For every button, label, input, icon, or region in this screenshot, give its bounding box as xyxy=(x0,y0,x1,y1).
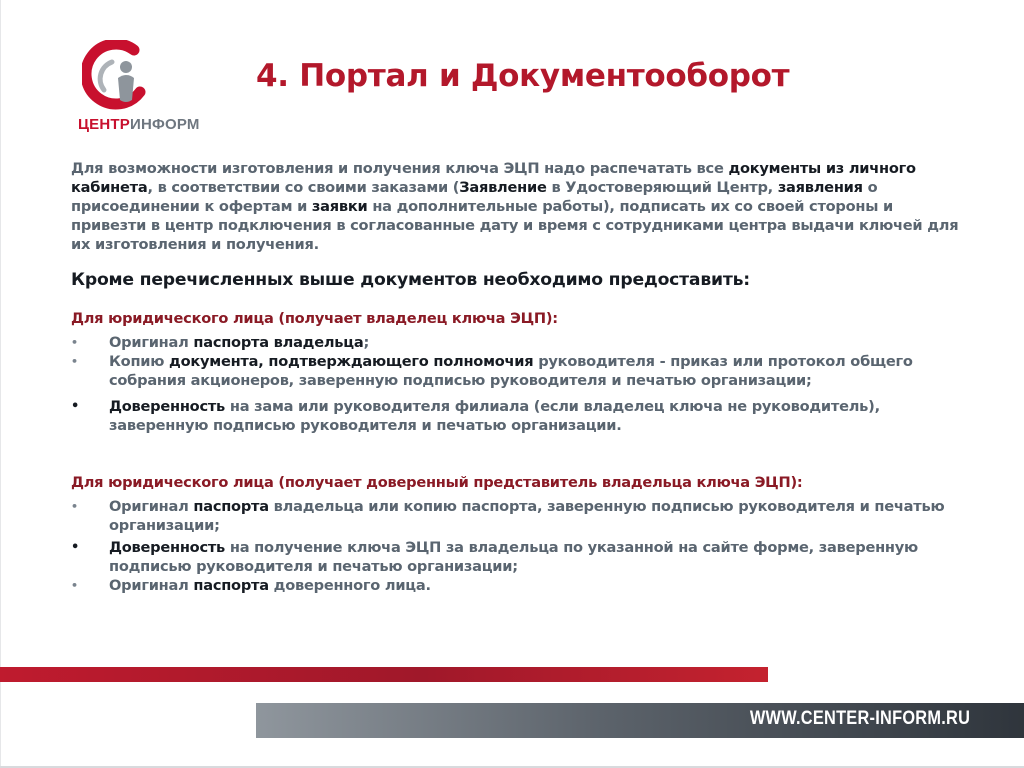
intro-bold-3: заявления xyxy=(777,179,863,196)
item-emphasis: паспорта владельца xyxy=(193,334,364,351)
list-item xyxy=(71,397,971,435)
item-emphasis: Доверенность xyxy=(109,539,226,556)
logo-text-grey: ИНФОРМ xyxy=(129,116,200,133)
list-item xyxy=(71,576,971,595)
item-text: доверенного лица. xyxy=(268,577,431,594)
intro-text-1: Для возможности изготовления и получения ключа ЭЦП надо распечатать все xyxy=(71,160,729,177)
red-decorative-band xyxy=(0,667,768,682)
intro-bold-1: документы из личного кабинета xyxy=(71,160,916,196)
item-text: Оригинал xyxy=(109,334,194,351)
section-representative-list xyxy=(71,497,971,595)
slide-left-border xyxy=(0,0,1,768)
item-emphasis: документа, подтверждающего полномочия xyxy=(169,353,534,370)
section-owner-title: Для юридического лица (получает владелец ключа ЭЦП): xyxy=(71,310,558,327)
requirements-heading: Кроме перечисленных выше документов необходимо предоставить: xyxy=(71,270,750,290)
item-text: на зама или руководителя филиала (если владелец ключа не руководитель), заверенную подписью руководителя и печатью организации. xyxy=(109,398,880,434)
bullet-icon: • xyxy=(71,500,78,513)
intro-bold-4: заявки xyxy=(311,198,368,215)
section-representative-title: Для юридического лица (получает доверенный представитель владельца ключа ЭЦП): xyxy=(71,474,803,491)
item-text: владельца или копию паспорта, заверенную подписью руководителя и печатью организации; xyxy=(109,498,945,534)
item-text: ; xyxy=(363,334,370,351)
slide-content xyxy=(71,159,971,595)
bullet-icon: • xyxy=(71,336,78,349)
intro-text-3: в Удостоверяющий Центр, xyxy=(546,179,778,196)
item-text: Оригинал xyxy=(109,498,194,515)
intro-paragraph xyxy=(71,159,971,254)
list-item xyxy=(71,352,971,390)
bullet-icon: • xyxy=(71,355,78,368)
company-logo xyxy=(78,40,200,135)
list-item xyxy=(71,538,971,576)
list-item xyxy=(71,497,971,535)
logo-text-red: ЦЕНТР xyxy=(78,116,130,133)
item-emphasis: Доверенность xyxy=(109,398,226,415)
intro-text-2: , в соответствии со своими заказами ( xyxy=(147,179,460,196)
list-item xyxy=(71,333,971,352)
item-text: Копию xyxy=(109,353,170,370)
item-text: руководителя - приказ или протокол общего собрания акционеров, заверенную подписью руководителя и печатью организации; xyxy=(109,353,913,389)
logo-emblem-icon xyxy=(82,40,152,112)
intro-text-5: на дополнительные работы), подписать их со своей стороны и привезти в центр подключения в согласованные дату и время с сотрудниками центра выдачи ключей для их изготовления и получения. xyxy=(71,198,959,253)
bullet-icon: • xyxy=(71,540,80,555)
website-url: WWW.CENTER-INFORM.RU xyxy=(749,708,970,729)
intro-text-4: о присоединении к офертам и xyxy=(71,179,878,215)
slide-title: 4. Портал и Документооборот xyxy=(256,58,790,94)
bullet-icon: • xyxy=(71,579,78,592)
item-emphasis: паспорта xyxy=(193,498,269,515)
intro-bold-2: Заявление xyxy=(459,179,547,196)
logo-text xyxy=(78,116,200,133)
bullet-icon: • xyxy=(71,399,80,414)
item-emphasis: паспорта xyxy=(193,577,269,594)
section-owner-list xyxy=(71,333,971,435)
item-text: Оригинал xyxy=(109,577,194,594)
item-text: на получение ключа ЭЦП за владельца по указанной на сайте форме, заверенную подписью руководителя и печатью организации; xyxy=(109,539,918,575)
